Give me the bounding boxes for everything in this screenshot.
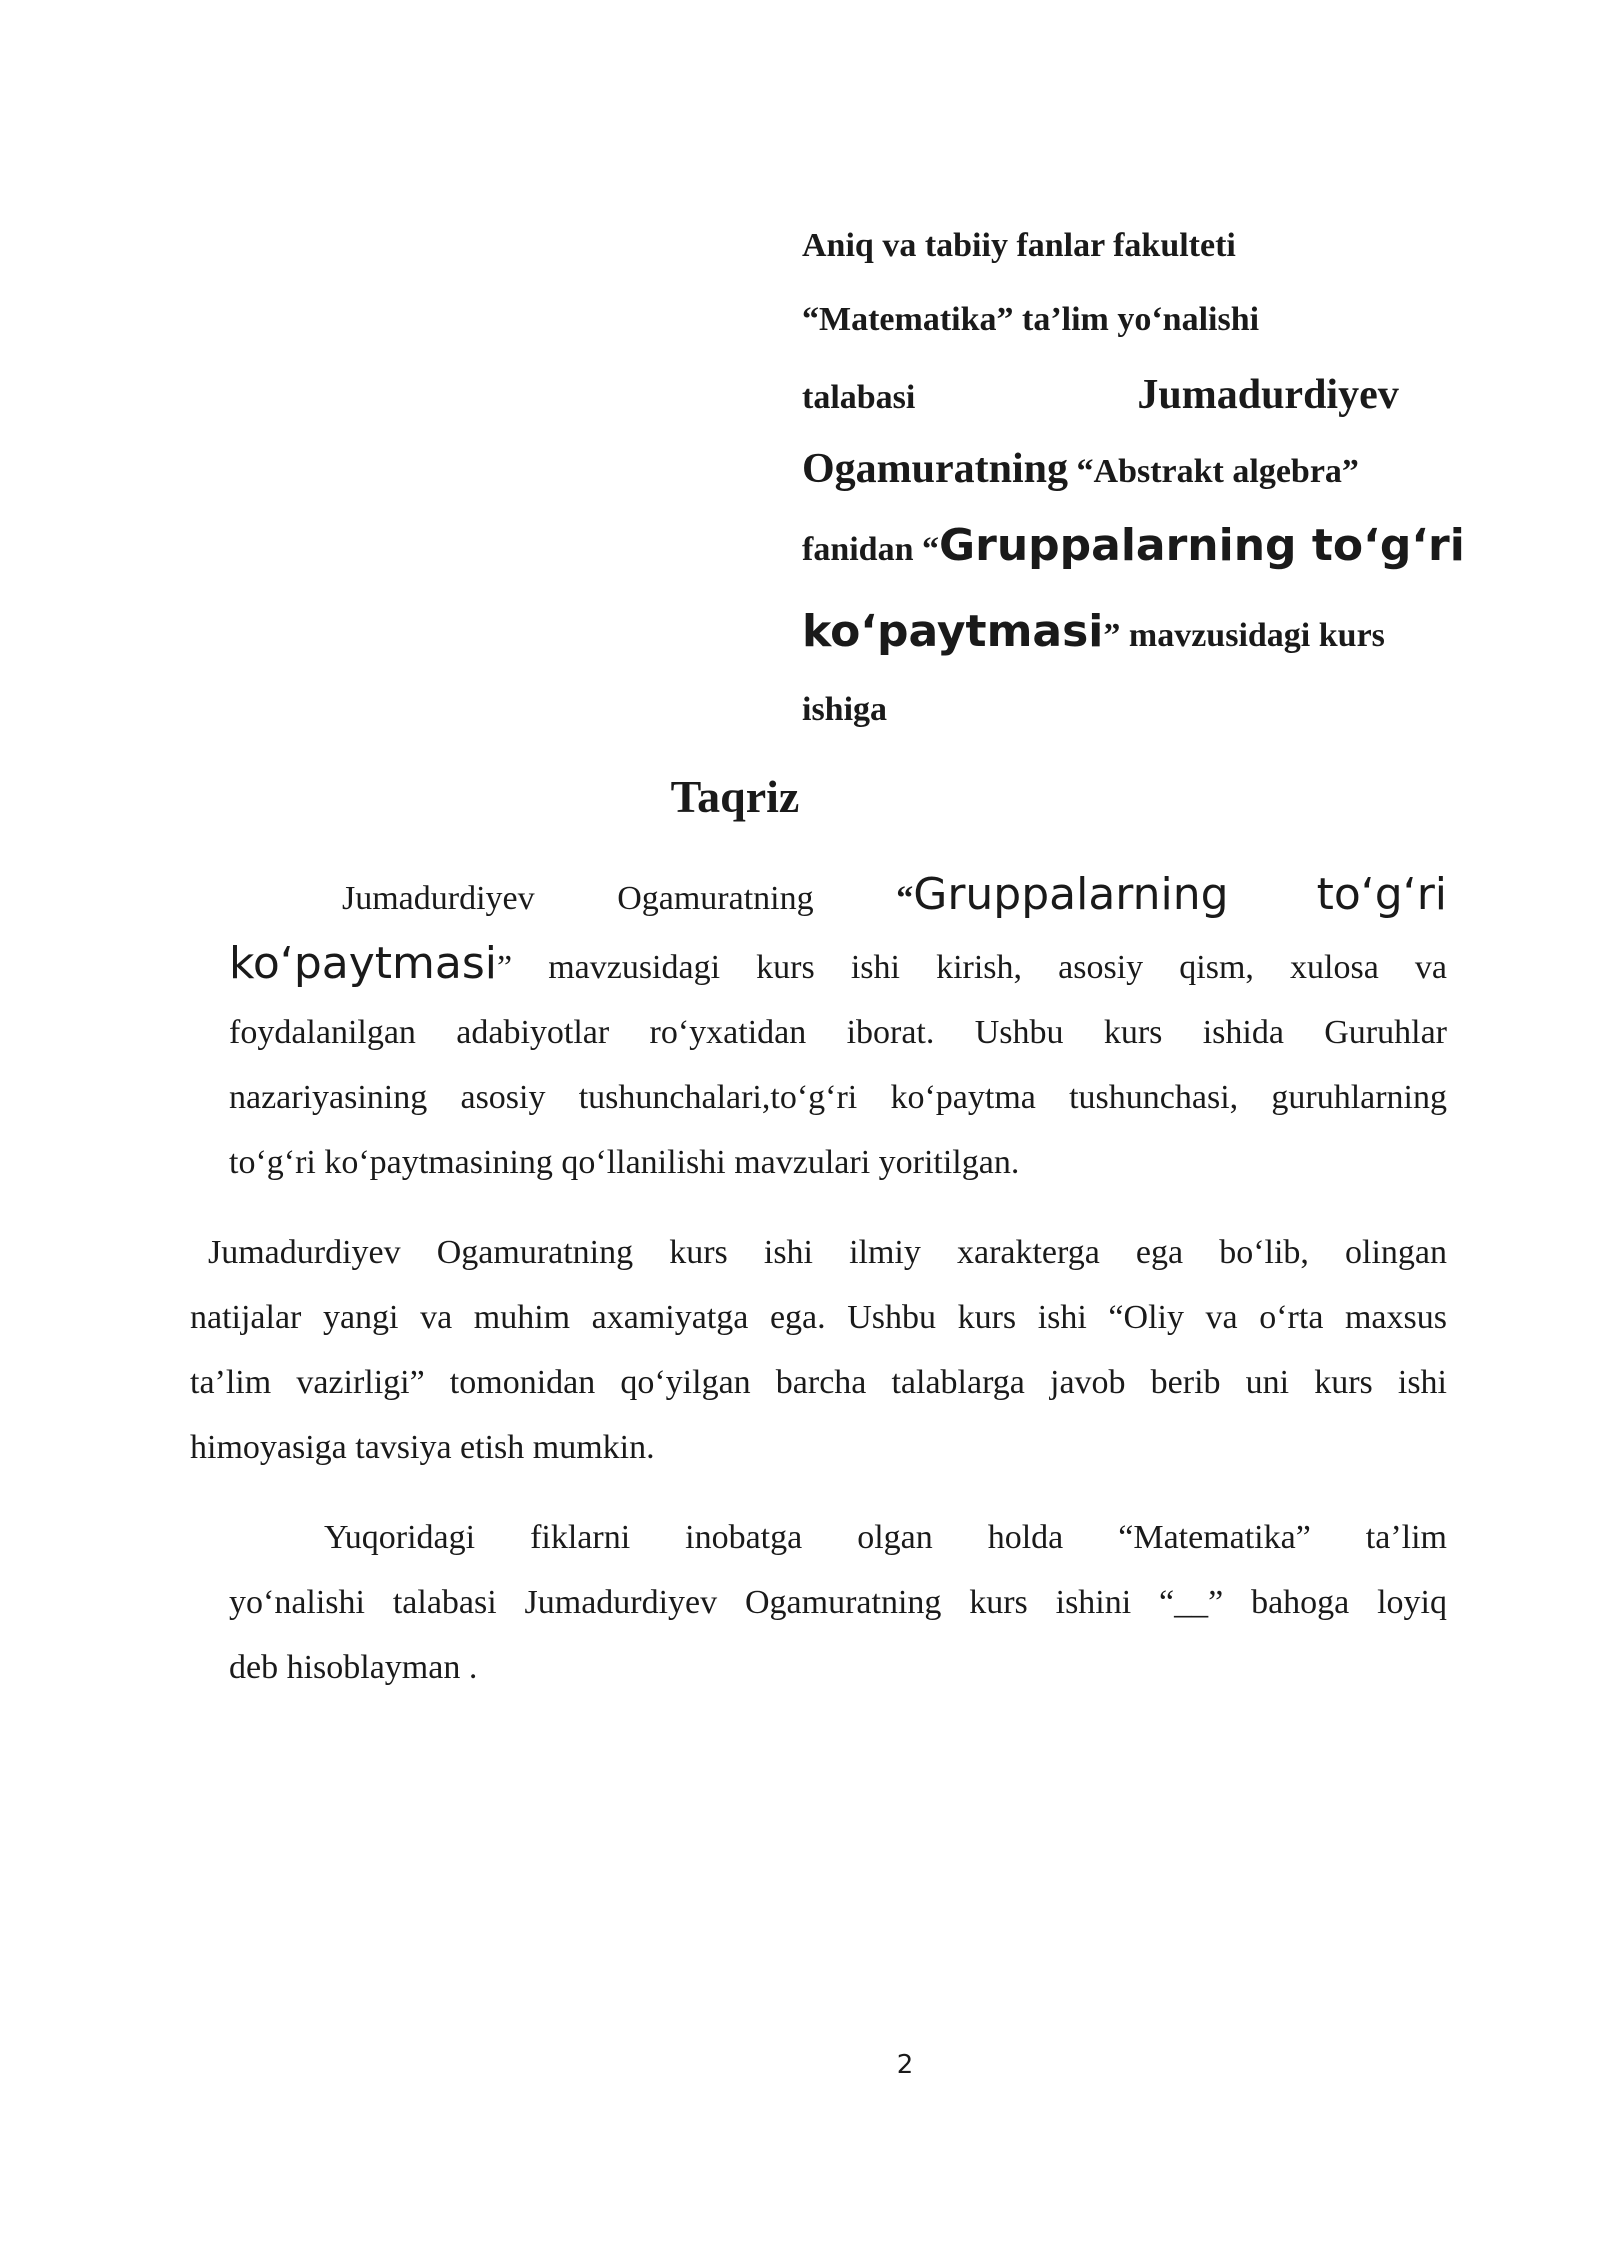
paragraph-2-line-1: Jumadurdiyev Ogamuratning kurs ishi ilmiy xarakterga ega bo‘lib, olingan bbox=[208, 1234, 1447, 1271]
paragraph-1-line-2: ko‘paytmasi” mavzusidagi kurs ishi kirish, asosiy qism, xulosa va bbox=[229, 938, 1447, 989]
direction-line: “Matematika” ta’lim yo‘nalishi bbox=[802, 301, 1260, 338]
student-surname: Jumadurdiyev bbox=[1137, 372, 1399, 418]
paragraph-3-line-1: Yuqoridagi fiklarni inobatga olgan holda “Matematika” ta’lim bbox=[324, 1519, 1447, 1556]
paragraph-1-line-3: foydalanilgan adabiyotlar ro‘yxatidan iborat. Ushbu kurs ishida Guruhlar bbox=[229, 1014, 1447, 1051]
document-title: Taqriz bbox=[670, 771, 800, 822]
header-ending: ishiga bbox=[802, 691, 888, 728]
paragraph-3-line-3: deb hisoblayman . bbox=[229, 1649, 478, 1686]
paragraph-3-line-2: yo‘nalishi talabasi Jumadurdiyev Ogamuratning kurs ishini “__” bahoga loyiq bbox=[229, 1584, 1447, 1621]
topic-title-part2: ko‘paytmasi bbox=[802, 606, 1104, 657]
paragraph-2-line-2: natijalar yangi va muhim axamiyatga ega. Ushbu kurs ishi “Oliy va o‘rta maxsus bbox=[190, 1299, 1447, 1336]
topic-title-part1: Gruppalarning to‘g‘ri bbox=[939, 520, 1465, 571]
topic-line-1 bbox=[802, 520, 1465, 573]
topic-prefix: fanidan “ bbox=[802, 531, 939, 568]
student-line bbox=[802, 370, 1399, 420]
paragraph-1-line-4: nazariyasining asosiy tushunchalari,to‘g‘ri ko‘paytma tushunchasi, guruhlarning bbox=[229, 1079, 1447, 1116]
paragraph-2-line-3: ta’lim vazirligi” tomonidan qo‘yilgan barcha talablarga javob berib uni kurs ishi bbox=[190, 1364, 1447, 1401]
student-name-line bbox=[802, 444, 1359, 494]
topic-line-2 bbox=[802, 606, 1385, 659]
topic-suffix: ” mavzusidagi kurs bbox=[1103, 617, 1385, 654]
page-number: 2 bbox=[896, 2050, 914, 2080]
paragraph-3 bbox=[229, 1505, 1447, 1700]
paragraph-1-line-1: Jumadurdiyev Ogamuratning “Gruppalarning to‘g‘ri bbox=[342, 869, 1448, 920]
subject-name: “Abstrakt algebra” bbox=[1076, 453, 1359, 490]
student-name: Ogamuratning bbox=[802, 446, 1069, 492]
paragraph-1 bbox=[229, 862, 1447, 1195]
paragraph-2-line-4: himoyasiga tavsiya etish mumkin. bbox=[190, 1429, 655, 1466]
student-label: talabasi bbox=[802, 379, 916, 416]
paragraph-2 bbox=[190, 1220, 1447, 1480]
faculty-line: Aniq va tabiiy fanlar fakulteti bbox=[802, 227, 1236, 264]
paragraph-1-line-5: to‘g‘ri ko‘paytmasining qo‘llanilishi mavzulari yoritilgan. bbox=[229, 1144, 1020, 1181]
